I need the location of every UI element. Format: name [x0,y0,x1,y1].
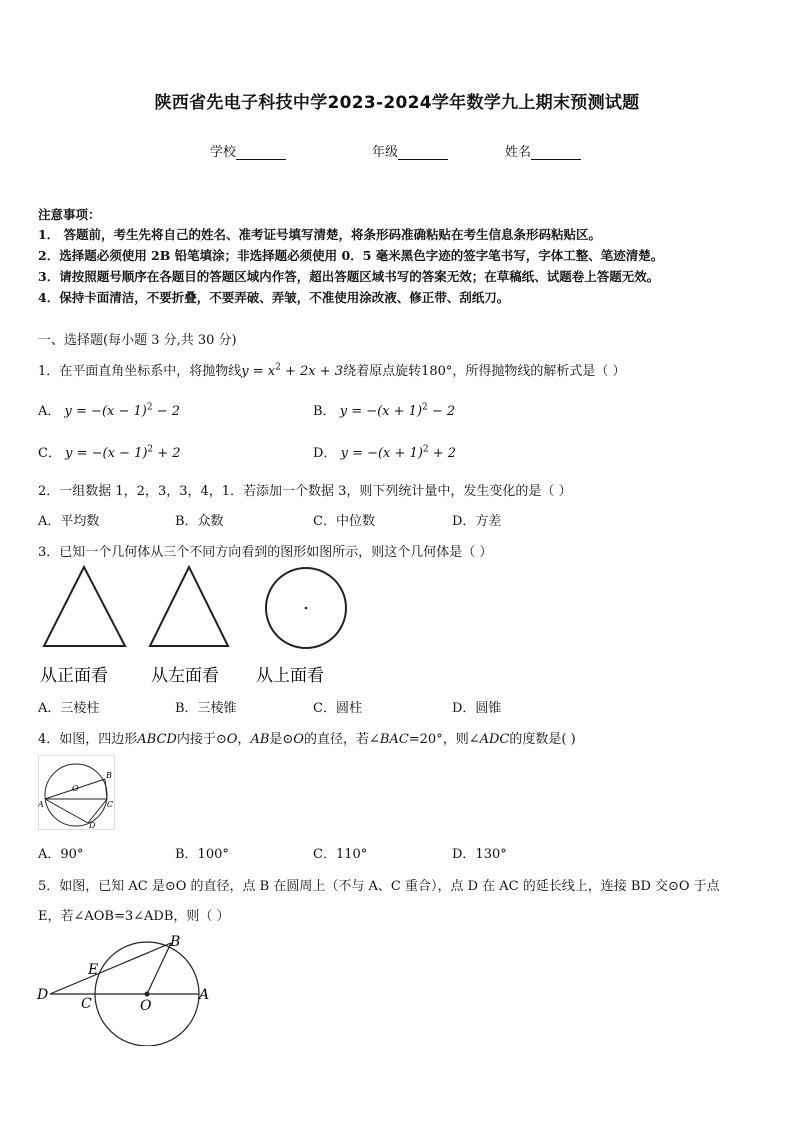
q2-option-b[interactable]: B．众数 [175,514,224,529]
left-view-caption: 从左面看 [151,666,219,686]
q5-label-b: B [170,934,181,950]
grade-label: 年级 [372,145,399,160]
q1-stem-pre: 1．在平面直角坐标系中，将抛物线 [38,364,242,379]
notice-heading: 注意事项： [38,207,101,222]
top-view-center-dot [305,607,308,610]
q4-option-d[interactable]: D．130° [452,847,507,862]
q5-figure [36,930,212,1046]
q1-stem-post: 绕着原点旋转180°，所得抛物线的解析式是（ ） [343,364,626,379]
grade-field [372,141,448,160]
q4-label-b: B [106,771,112,780]
q5-label-d: D [37,987,49,1003]
q5-line-ob [147,943,171,994]
page-title: 陕西省先电子科技中学2023-2024学年数学九上期末预测试题 [154,93,640,113]
q1-option-b[interactable]: B． $y = -(x + 1)^2 - 2$ [313,402,456,419]
q3-option-a[interactable]: A．三棱柱 [38,701,100,716]
school-label: 学校 [210,145,237,160]
q4-figure [38,755,116,831]
name-field [505,141,581,160]
front-view-triangle [44,567,125,646]
front-view-caption: 从正面看 [40,666,108,686]
notice-item: 1． 答题前，考生先将自己的姓名、准考证号填写清楚，将条形码准确粘贴在考生信息条形码粘贴区。 [38,227,602,242]
top-view-caption: 从上面看 [256,666,324,686]
q5-center-dot [145,992,150,997]
q3-option-d[interactable]: D．圆锥 [452,701,502,716]
q5-line-db [50,943,171,994]
three-views-figure [38,565,358,690]
school-blank [236,146,286,160]
q4-chord-cd [88,799,107,823]
q4-label-a: A [38,800,44,809]
q3-option-c[interactable]: C．圆柱 [313,701,362,716]
q2-option-a[interactable]: A．平均数 [38,514,100,529]
q4-label-o: O [72,784,79,793]
section-heading: 一、选择题(每小题 3 分,共 30 分) [38,333,237,348]
notice-item: 3．请按照题号顺序在各题目的答题区域内作答，超出答题区域书写的答案无效；在草稿纸、试题卷上答题无效。 [38,269,660,284]
q1-option-a[interactable]: A． $y = -(x - 1)^2 - 2$ [38,402,181,419]
q2-option-d[interactable]: D．方差 [452,514,502,529]
notice-item: 4．保持卡面清洁，不要折叠，不要弄破、弄皱，不准使用涂改液、修正带、刮纸刀。 [38,290,510,305]
name-label: 姓名 [505,145,532,160]
q2-option-c[interactable]: C．中位数 [313,514,375,529]
question-4: 4．如图，四边形ABCD内接于⊙O，AB是⊙O的直径，若∠BAC=20°，则∠ADC的度数是( ) [38,732,576,747]
q3-option-b[interactable]: B．三棱锥 [175,701,237,716]
q4-label-c: C [107,800,114,809]
q4-option-b[interactable]: B．100° [175,847,229,862]
q5-label-c: C [81,996,92,1012]
question-5-line-2: E，若∠AOB=3∠ADB，则（ ） [38,909,230,924]
q5-label-o: O [140,998,152,1014]
question-5-line-1: 5．如图，已知 AC 是⊙O 的直径，点 B 在圆周上（不与 A、C 重合），点 D 在 AC 的延长线上，连接 BD 交⊙O 于点 [38,879,720,894]
q4-option-c[interactable]: C．110° [313,847,368,862]
left-view-triangle [150,567,228,646]
q4-label-d: D [89,821,96,830]
question-2: 2．一组数据 1，2，3，3，4，1．若添加一个数据 3，则下列统计量中，发生变化的是（ ） [38,484,572,499]
q1-option-d[interactable]: D． $y = -(x + 1)^2 + 2$ [313,444,457,461]
question-3: 3．已知一个几何体从三个不同方向看到的图形如图所示，则这个几何体是（ ） [38,545,493,560]
school-field [210,141,286,160]
question-1 [38,360,626,379]
grade-blank [398,146,448,160]
q4-chord-ad [45,799,88,823]
q5-label-e: E [88,962,99,978]
name-blank [531,146,581,160]
q4-option-a[interactable]: A．90° [38,847,84,862]
q5-label-a: A [199,987,210,1003]
q1-expr: $y = x^2 + 2x + 3$ [241,362,344,379]
q1-option-c[interactable]: C． $y = -(x - 1)^2 + 2$ [38,444,181,461]
notice-item: 2．选择题必须使用 2B 铅笔填涂；非选择题必须使用 0．5 毫米黑色字迹的签字笔书写，字体工整、笔迹清楚。 [38,248,664,263]
